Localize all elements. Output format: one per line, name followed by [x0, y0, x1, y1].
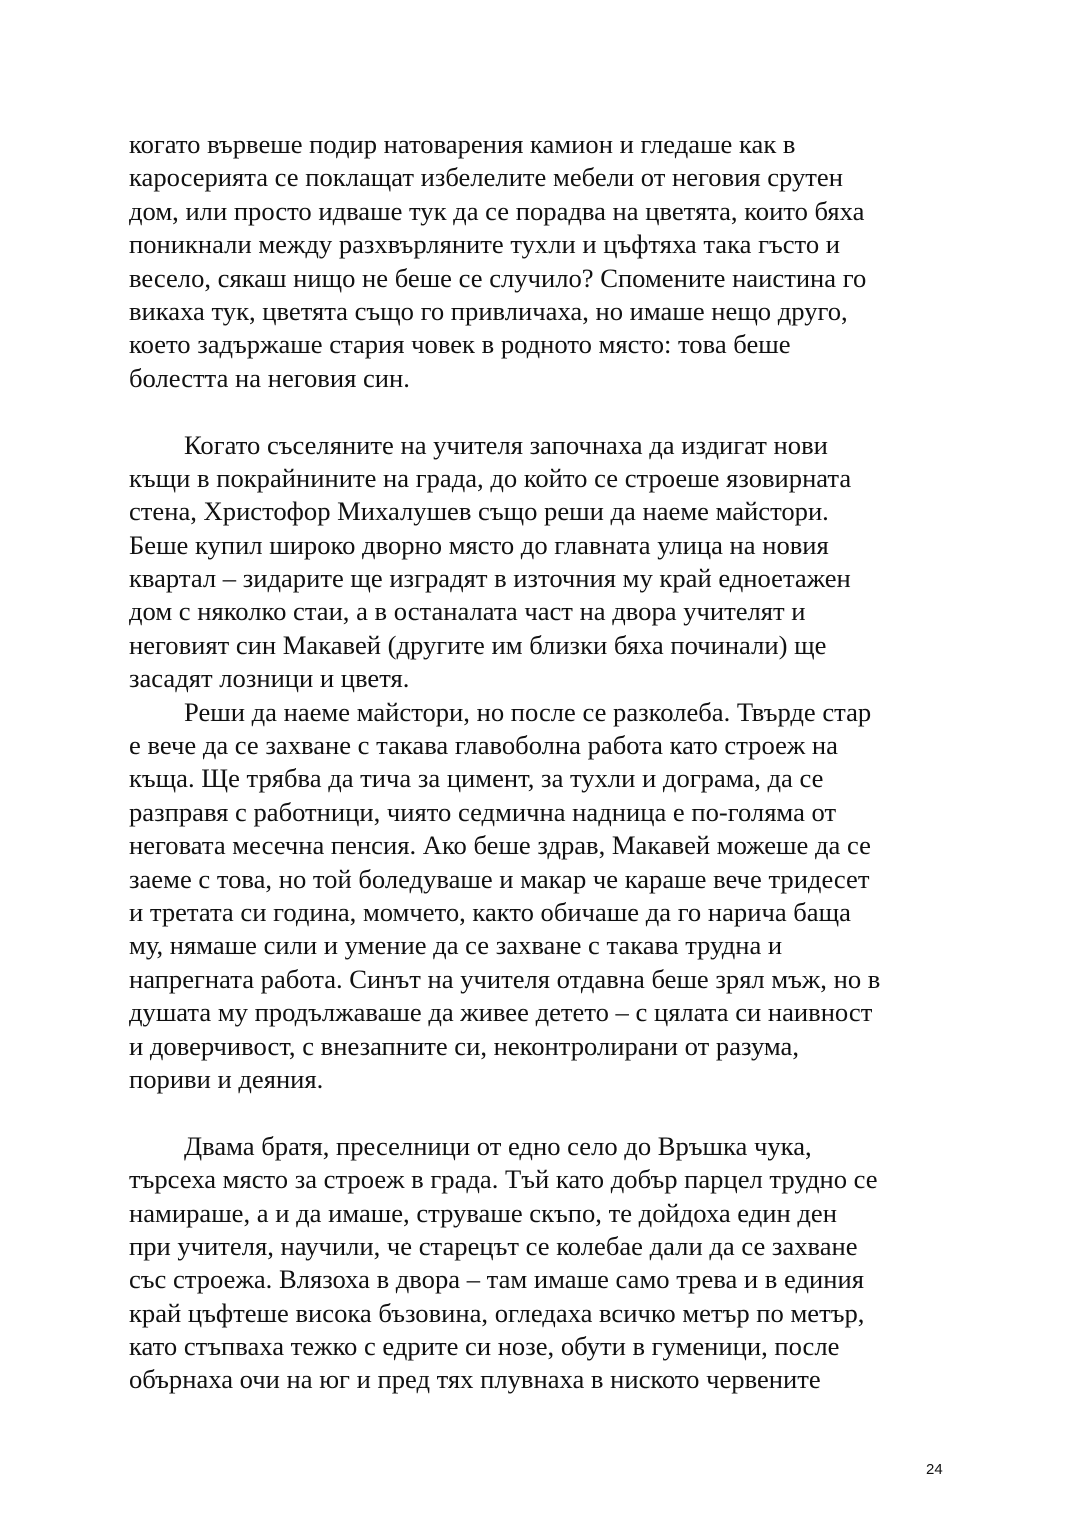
text-line: край цъфтеше висока бъзовина, огледаха всичко метър по метър, — [129, 1297, 865, 1328]
text-line: и третата си година, момчето, както обичаше да го нарича баща — [129, 896, 851, 927]
text-line: напрегната работа. Синът на учителя отдавна беше зрял мъж, но в — [129, 963, 881, 994]
text-line: болестта на неговия син. — [129, 362, 410, 393]
text-line: което задържаше стария човек в родното място: това беше — [129, 329, 791, 360]
text-line: пориви и деяния. — [129, 1063, 324, 1094]
text-line: дом, или просто идваше тук да се порадва на цветята, които бяха — [129, 195, 865, 226]
text-line: при учителя, научили, че старецът се колебае дали да се захване — [129, 1230, 858, 1261]
text-line: неговият син Макавей (другите им близки бяха починали) ще — [129, 629, 827, 660]
paragraph — [129, 128, 959, 395]
text-line: Беше купил широко дворно място до главната улица на новия — [129, 529, 829, 560]
text-line: му, нямаше сили и умение да се захване с такава трудна и — [129, 930, 783, 961]
text-line: викаха тук, цветята също го привличаха, но имаше нещо друго, — [129, 295, 848, 326]
text-line: къщи в покрайнините на града, до който се строеше язовирната — [129, 462, 852, 493]
text-line: със строежа. Влязоха в двора – там имаше само трева и в единия — [129, 1264, 864, 1295]
text-line: Реши да наеме майстори, но после се разколеба. Твърде стар — [184, 696, 872, 727]
text-line: Двама братя, преселници от едно село до Връшка чука, — [184, 1130, 812, 1161]
text-line: поникнали между разхвърляните тухли и цъфтяха така гъсто и — [129, 229, 840, 260]
text-line: стена, Христофор Михалушев също реши да наеме майстори. — [129, 496, 829, 527]
paragraph-spacer — [129, 1096, 959, 1129]
text-line: като стъпваха тежко с едрите си нозе, обути в гуменици, после — [129, 1331, 840, 1362]
text-line: квартал – зидарите ще изградят в източния му край едноетажен — [129, 563, 851, 594]
document-body — [129, 128, 959, 1397]
text-line: е вече да се захване с такава главоболна работа като строеж на — [129, 730, 838, 761]
text-line: разправя с работници, чиято седмична надница е по-голяма от — [129, 796, 837, 827]
text-line: къща. Ще трябва да тича за цимент, за тухли и дограма, да се — [129, 763, 824, 794]
paragraph — [129, 1130, 959, 1397]
text-line: търсеха място за строеж в града. Тъй като добър парцел трудно се — [129, 1164, 878, 1195]
text-line: когато вървеше подир натоварения камион и гледаше как в — [129, 129, 796, 159]
text-line: каросерията се поклащат избелелите мебели от неговия срутен — [129, 162, 843, 193]
paragraph — [129, 696, 959, 1097]
page-number: 24 — [926, 1461, 943, 1478]
text-line: обърнаха очи на юг и пред тях плувнаха в ниското червените — [129, 1364, 821, 1395]
text-line: душата му продължаваше да живее детето – с цялата си наивност — [129, 997, 873, 1028]
paragraph — [129, 429, 959, 696]
text-line: и доверчивост, с внезапните си, неконтролирани от разума, — [129, 1030, 799, 1061]
text-line: намираше, а и да имаше, струваше скъпо, те дойдоха един ден — [129, 1197, 837, 1228]
text-line: заеме с това, но той боледуваше и макар че караше вече тридесет — [129, 863, 870, 894]
text-line: неговата месечна пенсия. Ако беше здрав, Макавей можеше да се — [129, 830, 871, 861]
text-line: Когато съселяните на учителя започнаха да издигат нови — [184, 429, 828, 460]
text-line: засадят лозници и цветя. — [129, 663, 410, 694]
text-line: весело, сякаш нищо не беше се случило? Спомените наистина го — [129, 262, 867, 293]
paragraph-spacer — [129, 395, 959, 428]
text-line: дом с няколко стаи, а в останалата част на двора учителят и — [129, 596, 806, 627]
